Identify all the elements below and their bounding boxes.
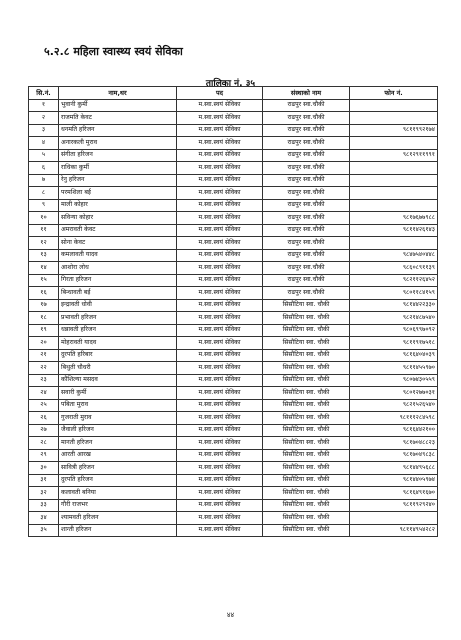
phone-cell: ९८१७०४९८३८ [350, 449, 438, 462]
organization-cell: सिसौटिया स्वा. चौकी [263, 324, 350, 337]
organization-cell: राढपुर स्वा.चौकी [263, 99, 350, 112]
serial-cell: ३ [29, 124, 59, 137]
post-cell: म.स्वा.स्वयं सेविका [177, 524, 263, 537]
column-header-serial: सि.नं. [29, 87, 59, 100]
serial-cell: २७ [29, 424, 59, 437]
table-row [29, 387, 438, 400]
table-row [29, 462, 438, 475]
phone-cell: ९८१७०४८८२३ [350, 437, 438, 450]
table-header-row [29, 87, 438, 100]
table-row [29, 337, 438, 350]
name-cell: कौशिल्या मसदव [59, 374, 177, 387]
serial-cell: २५ [29, 399, 59, 412]
serial-cell: ७ [29, 174, 59, 187]
phone-cell: ९८११४५५९७० [350, 362, 438, 375]
organization-cell: सिसौटिया स्वा. चौकी [263, 374, 350, 387]
phone-cell: ९८२१५२६५४० [350, 399, 438, 412]
name-cell: संगीता हरिजन [59, 149, 177, 162]
post-cell: म.स्वा.स्वयं सेविका [177, 399, 263, 412]
table-row [29, 287, 438, 300]
phone-cell [350, 237, 438, 250]
table-row [29, 324, 438, 337]
phone-cell: ९८१४४२२३३० [350, 299, 438, 312]
table-row [29, 449, 438, 462]
organization-cell: सिसौटिया स्वा. चौकी [263, 349, 350, 362]
name-cell: आरती आरख [59, 449, 177, 462]
post-cell: म.स्वा.स्वयं सेविका [177, 149, 263, 162]
organization-cell: राढपुर स्वा.चौकी [263, 287, 350, 300]
table-row [29, 312, 438, 325]
phone-cell [350, 112, 438, 125]
serial-cell: १५ [29, 274, 59, 287]
phone-cell [350, 199, 438, 212]
organization-cell: सिसौटिया स्वा. चौकी [263, 424, 350, 437]
name-cell: मानती हरिजन [59, 437, 177, 450]
table-row [29, 412, 438, 425]
phone-cell: ९८११९९२१७४ [350, 124, 438, 137]
post-cell: म.स्वा.स्वयं सेविका [177, 437, 263, 450]
table-row [29, 212, 438, 225]
serial-cell: ३३ [29, 499, 59, 512]
post-cell: म.स्वा.स्वयं सेविका [177, 212, 263, 225]
serial-cell: ११ [29, 224, 59, 237]
name-cell: धन्नावती हरिजन [59, 324, 177, 337]
table-row [29, 262, 438, 275]
post-cell: म.स्वा.स्वयं सेविका [177, 162, 263, 175]
phone-cell: ९८०७४३०५५९ [350, 374, 438, 387]
name-cell: गिरता हरिजन [59, 274, 177, 287]
post-cell: म.स्वा.स्वयं सेविका [177, 449, 263, 462]
post-cell: म.स्वा.स्वयं सेविका [177, 112, 263, 125]
name-cell: पबिता मुराव [59, 399, 177, 412]
name-cell: प्रभावती हरिजन [59, 312, 177, 325]
post-cell: म.स्वा.स्वयं सेविका [177, 262, 263, 275]
organization-cell: सिसौटिया स्वा. चौकी [263, 412, 350, 425]
table-row [29, 299, 438, 312]
name-cell: माली कोहार [59, 199, 177, 212]
serial-cell: १८ [29, 312, 59, 325]
table-row [29, 112, 438, 125]
serial-cell: १० [29, 212, 59, 225]
post-cell: म.स्वा.स्वयं सेविका [177, 137, 263, 150]
organization-cell: राढपुर स्वा.चौकी [263, 237, 350, 250]
table-row [29, 99, 438, 112]
name-cell: सोना केवट [59, 237, 177, 250]
serial-cell: १४ [29, 262, 59, 275]
phone-cell [350, 512, 438, 525]
table-row [29, 399, 438, 412]
table-row [29, 174, 438, 187]
post-cell: म.स्वा.स्वयं सेविका [177, 324, 263, 337]
name-cell: भुवानी कुर्मी [59, 99, 177, 112]
serial-cell: १३ [29, 249, 59, 262]
name-cell: अमरावती केवट [59, 224, 177, 237]
organization-cell: राढपुर स्वा.चौकी [263, 224, 350, 237]
organization-cell: सिसौटिया स्वा. चौकी [263, 487, 350, 500]
name-cell: मोहरावती यादव [59, 337, 177, 350]
post-cell: म.स्वा.स्वयं सेविका [177, 362, 263, 375]
name-cell: अनारकली मुराव [59, 137, 177, 150]
post-cell: म.स्वा.स्वयं सेविका [177, 174, 263, 187]
post-cell: म.स्वा.स्वयं सेविका [177, 499, 263, 512]
organization-cell: राढपुर स्वा.चौकी [263, 149, 350, 162]
post-cell: म.स्वा.स्वयं सेविका [177, 337, 263, 350]
name-cell: राजमति केवट [59, 112, 177, 125]
post-cell: म.स्वा.स्वयं सेविका [177, 512, 263, 525]
column-header-post: पद [177, 87, 263, 100]
phone-cell [350, 187, 438, 200]
name-cell: दुरपति हरिबार [59, 349, 177, 362]
organization-cell: सिसौटिया स्वा. चौकी [263, 337, 350, 350]
name-cell: परमशिला बर्ई [59, 187, 177, 200]
organization-cell: सिसौटिया स्वा. चौकी [263, 462, 350, 475]
table-body [29, 99, 438, 537]
name-cell: जैवाली हरिजन [59, 424, 177, 437]
phone-cell: ९८११९१७५१८ [350, 337, 438, 350]
post-cell: म.स्वा.स्वयं सेविका [177, 224, 263, 237]
table-row [29, 362, 438, 375]
name-cell: इन्द्रावती धोवी [59, 299, 177, 312]
phone-cell: ९८०११८४१५९ [350, 287, 438, 300]
post-cell: म.स्वा.स्वयं सेविका [177, 249, 263, 262]
name-cell: बिन्धावती बर्ई [59, 287, 177, 300]
table-row [29, 237, 438, 250]
serial-cell: २४ [29, 387, 59, 400]
serial-cell: ३२ [29, 487, 59, 500]
name-cell: श्यामवती हरिजन [59, 512, 177, 525]
section-heading: ५.२.८ महिला स्वास्थ्य स्वयं सेविका [44, 45, 183, 58]
phone-cell: ९८२११२६४५२ [350, 274, 438, 287]
post-cell: म.स्वा.स्वयं सेविका [177, 487, 263, 500]
serial-cell: ५ [29, 149, 59, 162]
post-cell: म.स्वा.स्वयं सेविका [177, 462, 263, 475]
table-row [29, 162, 438, 175]
phone-cell: ९८६०८९११३९ [350, 262, 438, 275]
phone-cell [350, 162, 438, 175]
serial-cell: ३५ [29, 524, 59, 537]
table-row [29, 487, 438, 500]
name-cell: धनमति हरिजन [59, 124, 177, 137]
post-cell: म.स्वा.स्वयं सेविका [177, 287, 263, 300]
organization-cell: राढपुर स्वा.चौकी [263, 187, 350, 200]
table-row [29, 474, 438, 487]
serial-cell: १२ [29, 237, 59, 250]
name-cell: गुजराती मुराव [59, 412, 177, 425]
table-row [29, 524, 438, 537]
serial-cell: १ [29, 99, 59, 112]
phone-cell: ९८१४४०५९७४ [350, 474, 438, 487]
name-cell: दुरपति हरिजन [59, 474, 177, 487]
post-cell: म.स्वा.स्वयं सेविका [177, 187, 263, 200]
organization-cell: सिसौटिया स्वा. चौकी [263, 524, 350, 537]
post-cell: म.स्वा.स्वयं सेविका [177, 349, 263, 362]
serial-cell: २२ [29, 362, 59, 375]
phone-cell: ९८१६४०४०३९ [350, 349, 438, 362]
serial-cell: १७ [29, 299, 59, 312]
post-cell: म.स्वा.स्वयं सेविका [177, 424, 263, 437]
serial-cell: ४ [29, 137, 59, 150]
phone-cell: ९८११९२९२४० [350, 499, 438, 512]
serial-cell: ३० [29, 462, 59, 475]
table-row [29, 274, 438, 287]
table-row [29, 249, 438, 262]
table-caption: तालिका नं. ३५ [205, 79, 256, 89]
post-cell: म.स्वा.स्वयं सेविका [177, 299, 263, 312]
post-cell: म.स्वा.स्वयं सेविका [177, 124, 263, 137]
phone-cell: ९८११४२६१४३ [350, 224, 438, 237]
organization-cell: राढपुर स्वा.चौकी [263, 249, 350, 262]
table-row [29, 499, 438, 512]
organization-cell: सिसौटिया स्वा. चौकी [263, 299, 350, 312]
post-cell: म.स्वा.स्वयं सेविका [177, 274, 263, 287]
organization-cell: सिसौटिया स्वा. चौकी [263, 399, 350, 412]
post-cell: म.स्वा.स्वयं सेविका [177, 99, 263, 112]
phone-cell: ९८१६४४२१०० [350, 424, 438, 437]
name-cell: शान्ती हरिजन [59, 524, 177, 537]
table-row [29, 349, 438, 362]
post-cell: म.स्वा.स्वयं सेविका [177, 312, 263, 325]
phone-cell: ९८१२९११९९१ [350, 149, 438, 162]
organization-cell: सिसौटिया स्वा. चौकी [263, 312, 350, 325]
serial-cell: १९ [29, 324, 59, 337]
phone-cell [350, 137, 438, 150]
name-cell: आशोरा लोध [59, 262, 177, 275]
organization-cell: सिसौटिया स्वा. चौकी [263, 474, 350, 487]
phone-cell: ९८०६९९७०९२ [350, 324, 438, 337]
name-cell: सविन्या कोहार [59, 212, 177, 225]
serial-cell: २ [29, 112, 59, 125]
serial-cell: २६ [29, 412, 59, 425]
serial-cell: ९ [29, 199, 59, 212]
serial-cell: ८ [29, 187, 59, 200]
table-row [29, 187, 438, 200]
table-row [29, 512, 438, 525]
organization-cell: राढपुर स्वा.चौकी [263, 112, 350, 125]
serial-cell: ६ [29, 162, 59, 175]
name-cell: कमलावती यादव [59, 249, 177, 262]
post-cell: म.स्वा.स्वयं सेविका [177, 412, 263, 425]
table-row [29, 424, 438, 437]
name-cell: कलावती बनिया [59, 487, 177, 500]
column-header-name: नाम,थर [59, 87, 177, 100]
phone-cell: ९८१११२८४५९८ [350, 412, 438, 425]
organization-cell: सिसौटिया स्वा. चौकी [263, 437, 350, 450]
post-cell: म.स्वा.स्वयं सेविका [177, 474, 263, 487]
serial-cell: २१ [29, 349, 59, 362]
organization-cell: राढपुर स्वा.चौकी [263, 199, 350, 212]
organization-cell: राढपुर स्वा.चौकी [263, 262, 350, 275]
page-number: ४४ [226, 611, 235, 619]
table-row [29, 149, 438, 162]
column-header-organization: संस्थाको नाम [263, 87, 350, 100]
organization-cell: राढपुर स्वा.चौकी [263, 124, 350, 137]
serial-cell: ३१ [29, 474, 59, 487]
organization-cell: सिसौटिया स्वा. चौकी [263, 387, 350, 400]
phone-cell: ९८१६४९१६७० [350, 487, 438, 500]
health-volunteer-table [28, 86, 438, 537]
phone-cell [350, 174, 438, 187]
table-row [29, 374, 438, 387]
organization-cell: सिसौटिया स्वा. चौकी [263, 499, 350, 512]
organization-cell: राढपुर स्वा.चौकी [263, 162, 350, 175]
post-cell: म.स्वा.स्वयं सेविका [177, 374, 263, 387]
name-cell: सावित्री हरिजन [59, 462, 177, 475]
serial-cell: २८ [29, 437, 59, 450]
table-row [29, 199, 438, 212]
phone-cell: ९८२१४८७५४० [350, 312, 438, 325]
table-row [29, 437, 438, 450]
name-cell: गौरी राजभर [59, 499, 177, 512]
post-cell: म.स्वा.स्वयं सेविका [177, 387, 263, 400]
phone-cell: ९८११४९५४२८२ [350, 524, 438, 537]
serial-cell: २९ [29, 449, 59, 462]
column-header-phone: फोन नं. [350, 87, 438, 100]
serial-cell: १६ [29, 287, 59, 300]
phone-cell: ९८१४४९५६८८ [350, 462, 438, 475]
table-row [29, 124, 438, 137]
name-cell: बिथुती चौधरी [59, 362, 177, 375]
name-cell: सवारी कुर्मी [59, 387, 177, 400]
name-cell: राधिका कुर्मी [59, 162, 177, 175]
organization-cell: राढपुर स्वा.चौकी [263, 137, 350, 150]
organization-cell: राढपुर स्वा.चौकी [263, 174, 350, 187]
post-cell: म.स्वा.स्वयं सेविका [177, 237, 263, 250]
post-cell: म.स्वा.स्वयं सेविका [177, 199, 263, 212]
organization-cell: राढपुर स्वा.चौकी [263, 274, 350, 287]
phone-cell: ९८०१२७७०३१ [350, 387, 438, 400]
phone-cell: ९८१७६७७९८८ [350, 212, 438, 225]
serial-cell: २० [29, 337, 59, 350]
name-cell: रेनु हरिजन [59, 174, 177, 187]
serial-cell: २३ [29, 374, 59, 387]
table-row [29, 137, 438, 150]
phone-cell [350, 99, 438, 112]
phone-cell: ९८४७५४०४४८ [350, 249, 438, 262]
serial-cell: ३४ [29, 512, 59, 525]
organization-cell: सिसौटिया स्वा. चौकी [263, 512, 350, 525]
organization-cell: सिसौटिया स्वा. चौकी [263, 449, 350, 462]
organization-cell: राढपुर स्वा.चौकी [263, 212, 350, 225]
organization-cell: सिसौटिया स्वा. चौकी [263, 362, 350, 375]
table-row [29, 224, 438, 237]
